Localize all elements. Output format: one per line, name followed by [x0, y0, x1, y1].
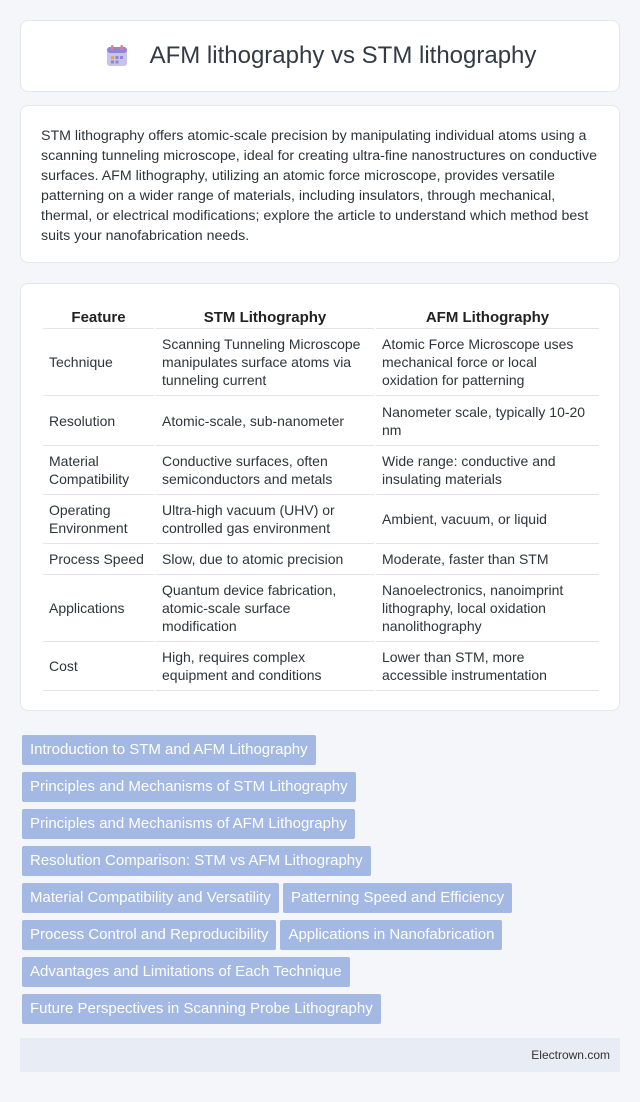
column-header: STM Lithography — [155, 306, 375, 329]
toc-link[interactable]: Resolution Comparison: STM vs AFM Lithography — [22, 846, 371, 876]
table-row — [43, 575, 599, 642]
table-row — [43, 396, 599, 446]
comparison-table — [43, 306, 599, 691]
table-cell: Quantum device fabrication, atomic-scale surface modification — [155, 575, 375, 642]
table-of-contents — [22, 735, 622, 1031]
table-cell: Ultra-high vacuum (UHV) or controlled gas environment — [155, 495, 375, 544]
table-header-row — [43, 306, 599, 329]
table-cell: Operating Environment — [43, 495, 155, 544]
table-cell: Atomic Force Microscope uses mechanical force or local oxidation for patterning — [375, 329, 599, 396]
table-cell: Nanometer scale, typically 10-20 nm — [375, 396, 599, 446]
toc-link[interactable]: Patterning Speed and Efficiency — [283, 883, 512, 913]
toc-link[interactable]: Advantages and Limitations of Each Technique — [22, 957, 350, 987]
table-row — [43, 544, 599, 575]
intro-card — [20, 105, 620, 263]
table-row — [43, 329, 599, 396]
toc-link[interactable]: Introduction to STM and AFM Lithography — [22, 735, 316, 765]
table-row — [43, 495, 599, 544]
table-cell: Wide range: conductive and insulating materials — [375, 446, 599, 495]
table-cell: Conductive surfaces, often semiconductors and metals — [155, 446, 375, 495]
table-row — [43, 446, 599, 495]
footer-brand[interactable]: Electrown.com — [531, 1048, 610, 1062]
table-cell: Material Compatibility — [43, 446, 155, 495]
toc-link[interactable]: Future Perspectives in Scanning Probe Lithography — [22, 994, 381, 1024]
intro-text: STM lithography offers atomic-scale precision by manipulating individual atoms using a scanning tunneling microscope, ideal for creating ultra-fine nanostructures on conductive surfaces. AFM lithography, utilizing an atomic force microscope, provides versatile patterning on a wider range of materials, including insulators, through mechanical, thermal, or electrical modifications; explore the article to understand which method best suits your nanofabrication needs. — [41, 128, 597, 244]
table-cell: Slow, due to atomic precision — [155, 544, 375, 575]
toc-link[interactable]: Principles and Mechanisms of STM Lithography — [22, 772, 356, 802]
table-cell: Moderate, faster than STM — [375, 544, 599, 575]
table-cell: Nanoelectronics, nanoimprint lithography, local oxidation nanolithography — [375, 575, 599, 642]
calendar-icon — [104, 43, 130, 69]
table-cell: Process Speed — [43, 544, 155, 575]
table-cell: Scanning Tunneling Microscope manipulates surface atoms via tunneling current — [155, 329, 375, 396]
footer — [20, 1038, 620, 1072]
table-cell: Resolution — [43, 396, 155, 446]
table-row — [43, 642, 599, 691]
toc-link[interactable]: Material Compatibility and Versatility — [22, 883, 279, 913]
table-cell: Cost — [43, 642, 155, 691]
table-cell: Technique — [43, 329, 155, 396]
page-title: AFM lithography vs STM lithography — [149, 42, 537, 69]
table-cell: Applications — [43, 575, 155, 642]
table-cell: Lower than STM, more accessible instrumentation — [375, 642, 599, 691]
table-cell: High, requires complex equipment and conditions — [155, 642, 375, 691]
column-header: AFM Lithography — [375, 306, 599, 329]
toc-link[interactable]: Process Control and Reproducibility — [22, 920, 276, 950]
column-header: Feature — [43, 306, 155, 329]
table-cell: Ambient, vacuum, or liquid — [375, 495, 599, 544]
table-cell: Atomic-scale, sub-nanometer — [155, 396, 375, 446]
toc-link[interactable]: Applications in Nanofabrication — [280, 920, 502, 950]
title-card — [20, 20, 620, 92]
toc-link[interactable]: Principles and Mechanisms of AFM Lithography — [22, 809, 355, 839]
comparison-table-card — [20, 283, 620, 711]
